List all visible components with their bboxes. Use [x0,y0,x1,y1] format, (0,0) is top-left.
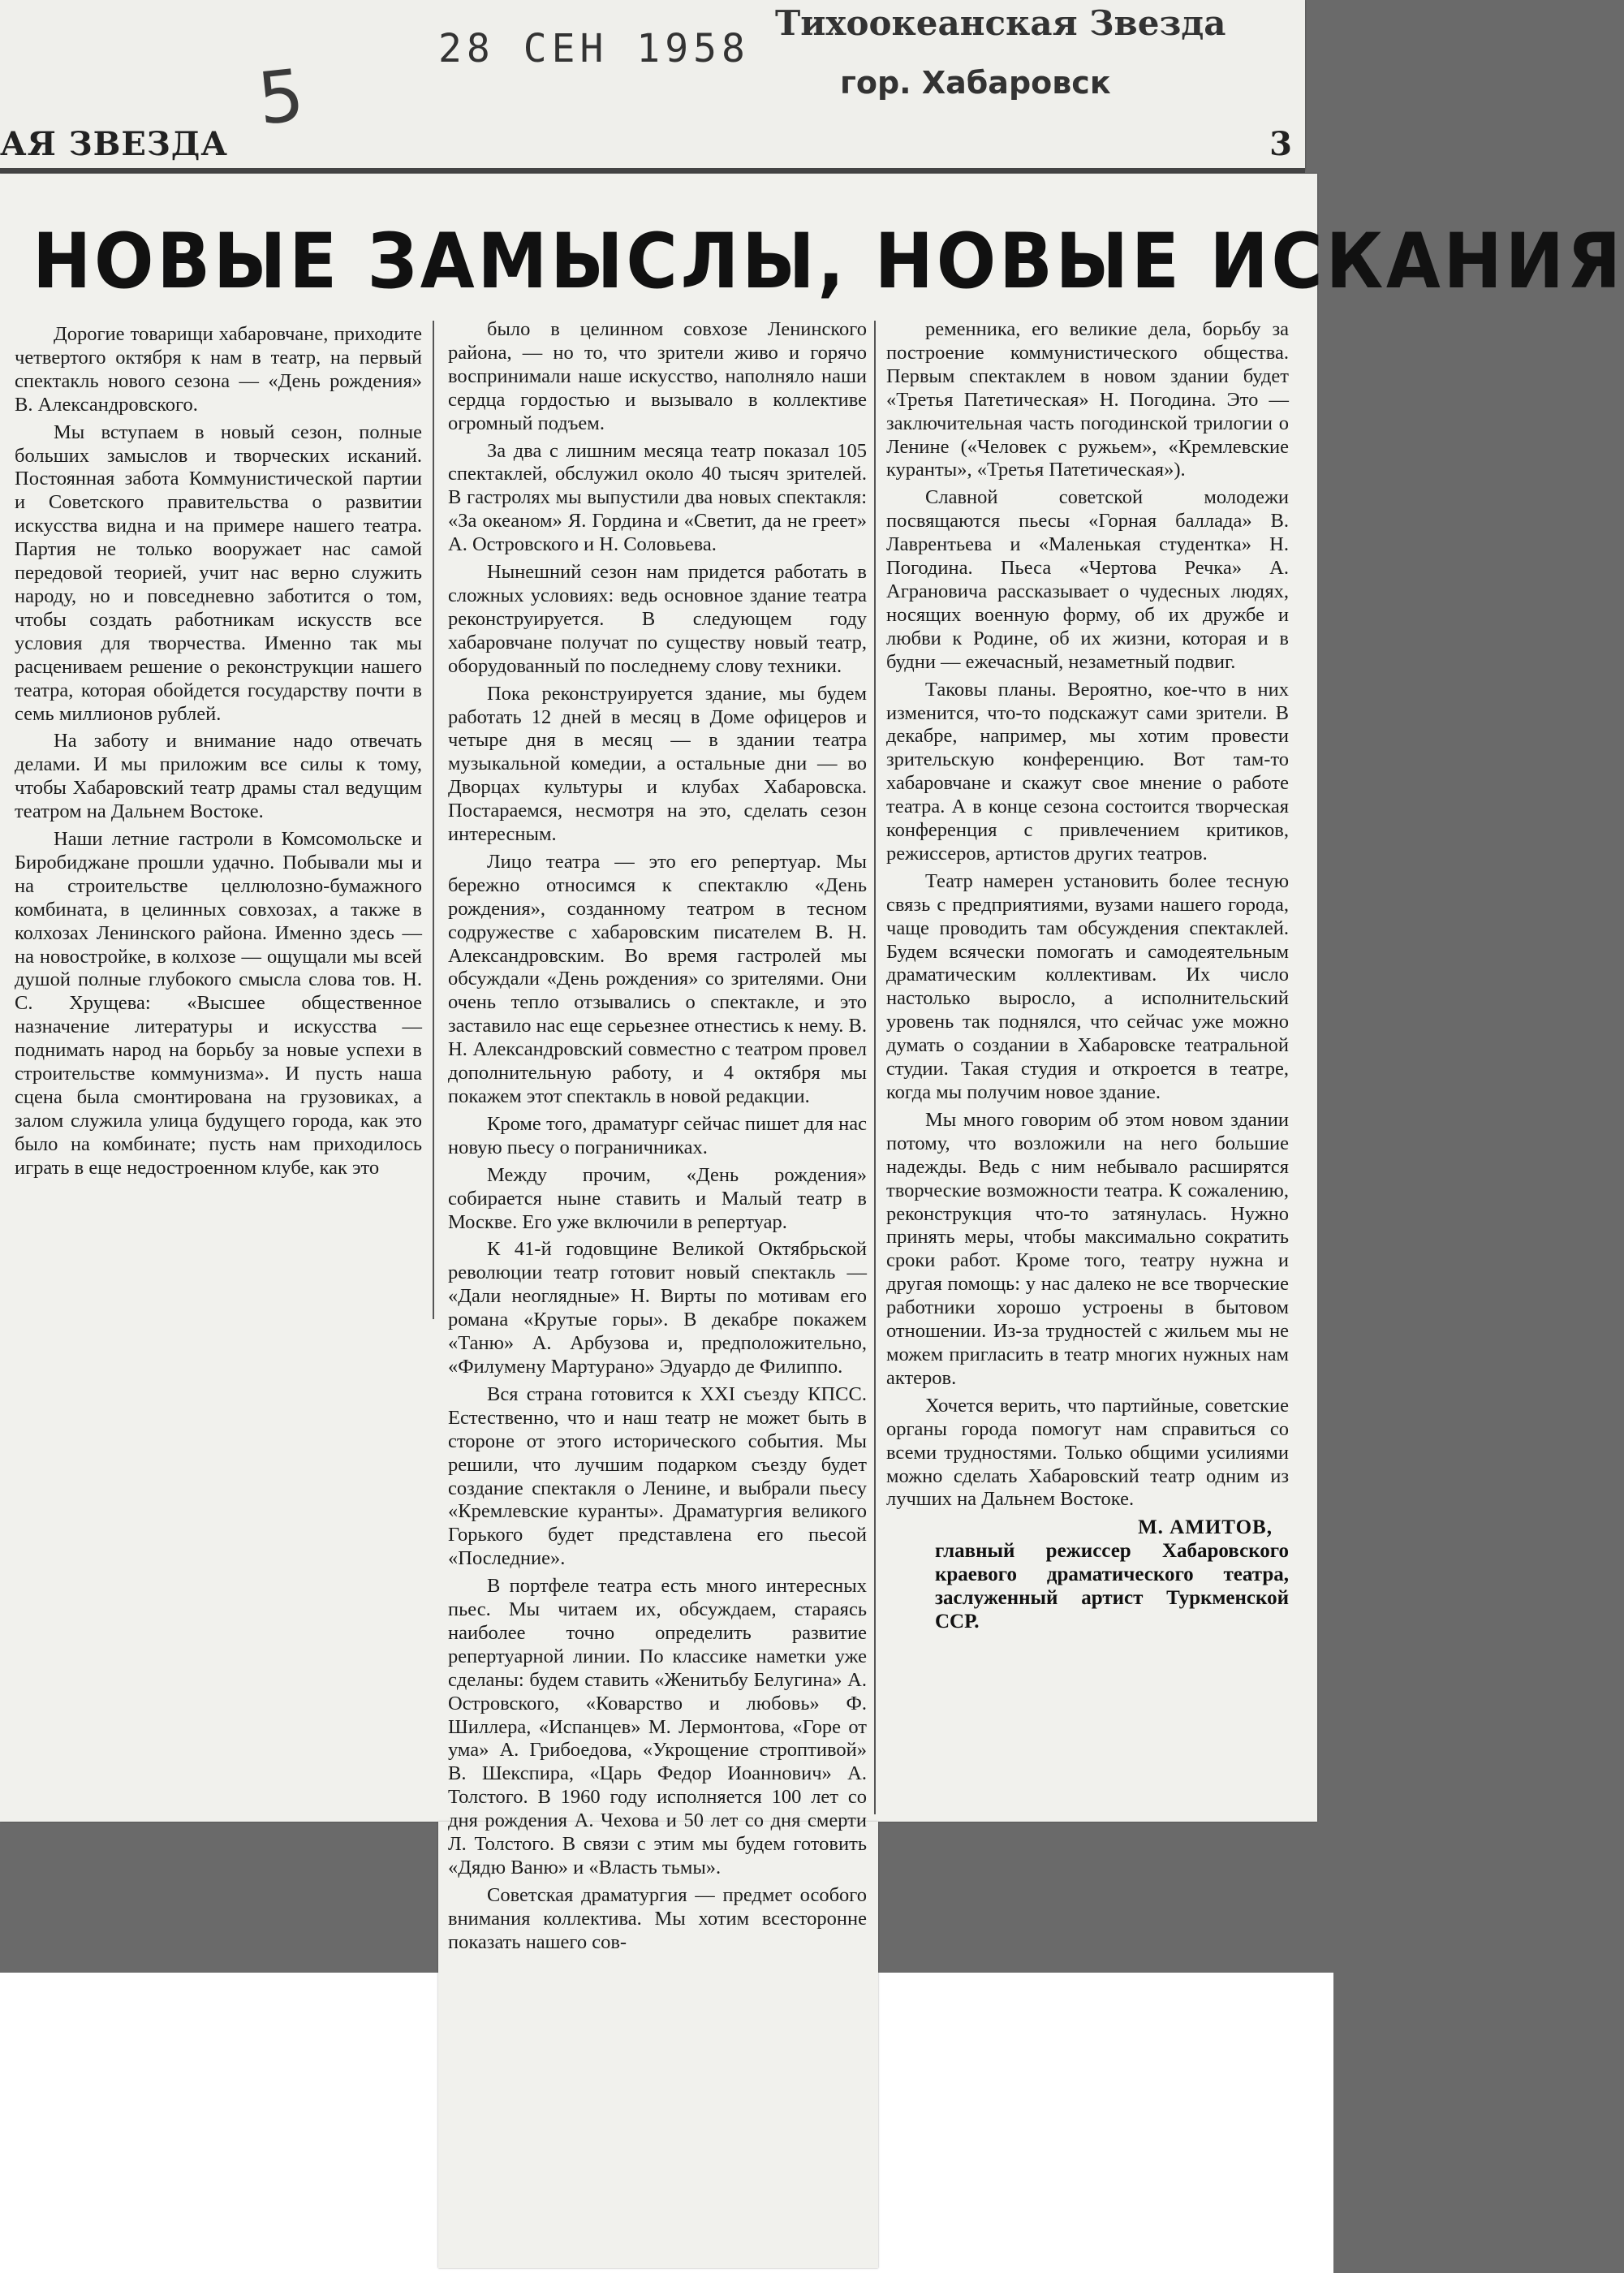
article-paragraph: Советская драматургия — предмет особого внимания коллектива. Мы хотим всесторонне показать нашего сов- [448,1883,867,1953]
masthead: АЯ ЗВЕЗДА [0,125,228,163]
article-paragraph: Таковы планы. Вероятно, кое-что в них изменится, что-то подскажут сами зрители. В декабре, например, мы хотим провести зрительскую конференцию. Вот там-то хабаровчане и скажут свое мнение о работе театра. А в конце сезона состоится творческая конференция с привлечением критиков, режиссеров, артистов других театров. [886,678,1289,865]
article-headline: НОВЫЕ ЗАМЫСЛЫ, НОВЫЕ ИСКАНИЯ [32,218,1624,306]
article-column-2 [448,318,867,1959]
masthead-rule [0,168,1305,173]
stamp-date: 28 СЕН 1958 [438,26,750,71]
article-paragraph: Хочется верить, что партийные, советские органы города помогут нам справиться со всеми трудностями. Только общими усилиями можно сделать Хабаровский театр одним из лучших на Дальнем Востоке. [886,1394,1289,1511]
article-paragraph: Вся страна готовится к XXI съезду КПСС. Естественно, что и наш театр не может быть в стороне от этого исторического события. Мы решили, что лучшим подарком съезду будет создание спектакля о Ленине, и выбрали пьесу «Кремлевские куранты». Драматургия великого Горького будет представлена его пьесой «Последние». [448,1382,867,1570]
article-paragraph: Театр намерен установить более тесную связь с предприятиями, вузами нашего города, чаще проводить там обсуждения спектаклей. Будем всячески помогать и самодеятельным драматическим коллективам. Их число настолько выросло, а исполнительский уровень так поднялся, что сейчас уже можно думать о создании в Хабаровске театральной студии. Такая студия и откроется в театре, когда мы получим новое здание. [886,869,1289,1103]
stamp-city: гор. Хабаровск [840,65,1111,101]
article-column-1 [15,323,422,1184]
author-name: М. АМИТОВ, [1138,1516,1273,1539]
article-paragraph: было в целинном совхозе Ленинского района, — но то, что зрители живо и горячо воспринимали наше искусство, наполняло наши сердца гордостью и вызывало в коллективе огромный подъем. [448,318,867,434]
article-signature [886,1516,1289,1633]
column-3-paragraphs [886,318,1289,1512]
article-paragraph: Дорогие товарищи хабаровчане, приходите четвертого октября к нам в театр, на первый спектакль нового сезона — «День рождения» В. Александровского. [15,323,422,416]
article-paragraph: К 41-й годовщине Великой Октябрьской революции театр готовит новый спектакль — «Дали неоглядные» Н. Вирты по мотивам его романа «Крутые горы». В декабре покажем «Таню» А. Арбузова и, предположительно, «Филумену Мартурано» Эдуардо де Филиппо. [448,1238,867,1378]
article-paragraph: ременника, его великие дела, борьбу за построение коммунистического общества. Первым спектаклем в новом здании будет «Третья Патетическая» Н. Погодина. Это — заключительная часть погодинской трилогии о Ленине («Человек с ружьем», «Кремлевские куранты», «Третья Патетическая»). [886,318,1289,481]
article-paragraph: Пока реконструируется здание, мы будем работать 12 дней в месяц в Доме офицеров и четыре дня в месяц — в здании театра музыкальной комедии, а остальные дни — во Дворцах культуры и клубах Хабаровска. Постараемся, несмотря на это, сделать сезон интересным. [448,682,867,846]
column-divider-1 [433,321,434,1319]
article-paragraph: В портфеле театра есть много интересных пьес. Мы читаем их, обсуждаем, стараясь наиболее точно определить развитие репертуарной линии. По классике наметки уже сделаны: будем ставить «Женитьбу Белугина» А. Островского, «Коварство и любовь» Ф. Шиллера, «Испанцев» М. Лермонтова, «Горе от ума» А. Грибоедова, «Укрощение строптивой» В. Шекспира, «Царь Федор Иоаннович» А. Толстого. В 1960 году исполняется 100 лет со дня рождения А. Чехова и 50 лет со дня смерти Л. Толстого. В связи с этим мы будем готовить «Дядю Ваню» и «Власть тьмы». [448,1575,867,1878]
page-number: 3 [1269,125,1292,163]
article-paragraph: Наши летние гастроли в Комсомольске и Биробиджане прошли удачно. Побывали мы и на строительстве целлюлозно-бумажного комбината, в целинных совхозах, а также в колхозах Ленинского района. Именно здесь — на новостройке, в колхозе — ощущали мы всей душой полные глубокого смысла слова тов. Н. С. Хрущева: «Высшее общественное назначение литературы и искусства — поднимать народ на борьбу за новые успехи в строительстве коммунизма». И пусть наша сцена была смонтирована на грузовиках, а залом служила улица будущего города, как это было на комбинате; пусть нам приходилось играть в еще недостроенном клубе, как это [15,828,422,1179]
handwritten-number: 5 [253,53,308,141]
article-paragraph: Кроме того, драматург сейчас пишет для нас новую пьесу о пограничниках. [448,1112,867,1158]
article-paragraph: Между прочим, «День рождения» собирается ныне ставить и Малый театр в Москве. Его уже включили в репертуар. [448,1163,867,1233]
stamp-newspaper-name: Тихоокеанская Звезда [775,3,1226,43]
newspaper-header-strip [0,0,1305,170]
author-role: главный режиссер Хабаровского краевого драматического театра, заслуженный артист Туркменской ССР. [935,1540,1289,1633]
article-paragraph: На заботу и внимание надо отвечать делами. И мы приложим все силы к тому, чтобы Хабаровский театр драмы стал ведущим театром на Дальнем Востоке. [15,730,422,823]
article-paragraph: Мы вступаем в новый сезон, полные больших замыслов и творческих исканий. Постоянная забота Коммунистической партии и Советского правительства о развитии искусства видна и на примере нашего театра. Партия не только вооружает нас самой передовой теорией, учит нас верно служить народу, но и повседневно заботится о том, чтобы создать работникам искусств все условия для творчества. Именно так мы расцениваем решение о реконструкции нашего театра, которая обойдется государству почти в семь миллионов рублей. [15,421,422,725]
article-paragraph: Славной советской молодежи посвящаются пьесы «Горная баллада» В. Лаврентьева и «Маленькая студентка» Н. Погодина. Пьеса «Чертова Речка» А. Аграновича рассказывает о чудесных людях, носящих военную форму, об их дружбе и любви к Родине, об их жизни, которая и в будни — ежечасный, незаметный подвиг. [886,486,1289,673]
column-divider-2 [874,321,876,1814]
article-paragraph: Мы много говорим об этом новом здании потому, что возложили на него большие надежды. Ведь с ним небывало расширятся творческие возможности театра. К сожалению, реконструкция что-то затянулась. Нужно принять меры, чтобы максимально сократить сроки работ. Кроме того, театру нужна и другая помощь: у нас далеко не все творческие работники хорошо устроены в бытовом отношении. Из-за трудностей с жильем мы не можем пригласить в театр многих нужных нам актеров. [886,1108,1289,1389]
article-paragraph: Нынешний сезон нам придется работать в сложных условиях: ведь основное здание театра реконструируется. В следующем году хабаровчане получат по существу новый театр, оборудованный по последнему слову техники. [448,561,867,677]
article-paragraph: За два с лишним месяца театр показал 105 спектаклей, обслужил около 40 тысяч зрителей. В гастролях мы выпустили два новых спектакля: «За океаном» Я. Гордина и «Светит, да не греет» А. Островского и Н. Соловьева. [448,439,867,556]
article-column-3 [886,318,1289,1633]
article-paragraph: Лицо театра — это его репертуар. Мы бережно относимся к спектаклю «День рождения», созданному театром в тесном содружестве с хабаровским писателем В. Н. Александровским. Во время гастролей мы обсуждали «День рождения» со зрителями. Они очень тепло отзывались о спектакле, и это заставило нас еще серьезнее отнестись к нему. В. Н. Александровский совместно с театром провел дополнительную работу, и 4 октября мы покажем этот спектакль в новой редакции. [448,850,867,1107]
